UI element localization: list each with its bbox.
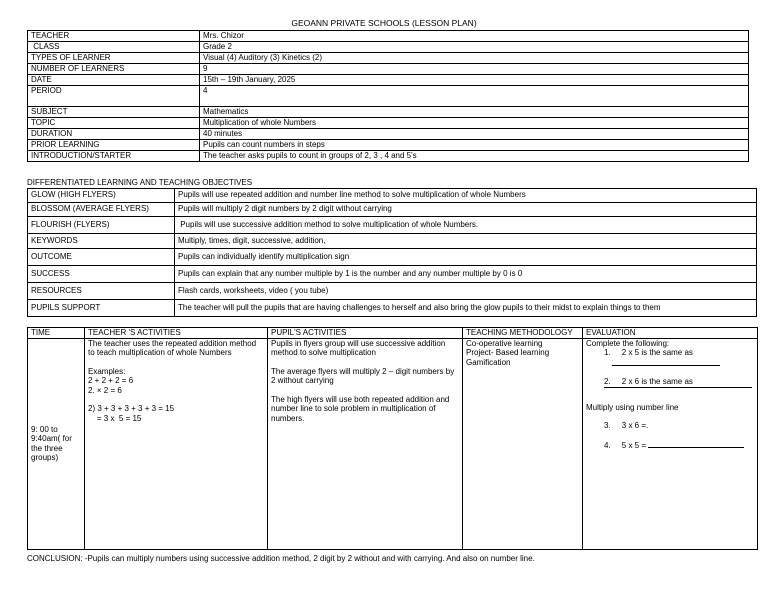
- methodology-cell: [463, 338, 583, 549]
- table-row: [28, 86, 749, 107]
- pupil-activities-cell: [268, 338, 463, 549]
- evaluation-subheading: Multiply using number line: [586, 402, 679, 412]
- info-value: 40 minutes: [200, 129, 749, 140]
- info-label: TEACHER: [28, 31, 200, 42]
- objective-label: FLOURISH (FLYERS): [28, 217, 175, 234]
- table-row: [28, 234, 757, 249]
- method-item: Gamification: [466, 357, 511, 367]
- objective-label: PUPILS SUPPORT: [28, 300, 175, 317]
- header-teaching-methodology: TEACHING METHODOLOGY: [463, 328, 583, 339]
- answer-line: [648, 440, 744, 448]
- info-label: NUMBER OF LEARNERS: [28, 64, 200, 75]
- teacher-activities-cell: [85, 338, 268, 549]
- pupil-activity-flyers: Pupils in flyers group will use successive addition method to solve multiplication: [271, 338, 446, 357]
- conclusion-text: CONCLUSION: -Pupils can multiply numbers using successive addition method, 2 digit by 2 without and with carrying. And also on number line.: [27, 554, 535, 563]
- table-row: [28, 217, 757, 234]
- pupil-activity-average: The average flyers will multiply 2 – digit numbers by 2 without carrying: [271, 366, 455, 385]
- activities-table: [27, 327, 758, 550]
- info-value: Pupils can count numbers in steps: [200, 140, 749, 151]
- evaluation-item-text: 2. 2 x 6 is the same as: [604, 377, 752, 388]
- lesson-info-table: [27, 30, 749, 162]
- info-value: Mrs. Chizor: [200, 31, 749, 42]
- objective-value: The teacher will pull the pupils that are having challenges to herself and also bring the glow pupils to their midst to explain things to them: [175, 300, 757, 317]
- time-text: 9: 00 to 9:40am( for the three groups): [31, 424, 72, 462]
- table-row: [28, 118, 749, 129]
- objective-label: OUTCOME: [28, 249, 175, 266]
- info-value: Visual (4) Auditory (3) Kinetics (2): [200, 53, 749, 64]
- info-value: Multiplication of whole Numbers: [200, 118, 749, 129]
- info-value: Mathematics: [200, 107, 749, 118]
- table-row: [28, 140, 749, 151]
- objective-label: GLOW (HIGH FLYERS): [28, 189, 175, 203]
- info-value: 9: [200, 64, 749, 75]
- pupil-activity-high: The high flyers will use both repeated addition and number line to sole problem in multiplication of numbers.: [271, 394, 450, 423]
- teacher-intro: The teacher uses the repeated addition method to teach multiplication of whole Numbers: [88, 338, 257, 357]
- examples-label: Examples:: [88, 366, 126, 376]
- objective-label: KEYWORDS: [28, 234, 175, 249]
- objective-label: SUCCESS: [28, 266, 175, 283]
- objective-value: Pupils will use repeated addition and number line method to solve multiplication of whole Numbers: [175, 189, 757, 203]
- header-teacher-activities: TEACHER 'S ACTIVITIES: [85, 328, 268, 339]
- info-label: SUBJECT: [28, 107, 200, 118]
- objective-value: Multiply, times, digit, successive, addition,: [175, 234, 757, 249]
- objective-value: Pupils can explain that any number multiple by 1 is the number and any number multiple by 0 is 0: [175, 266, 757, 283]
- objective-value: Pupils can individually identify multiplication sign: [175, 249, 757, 266]
- table-row: [28, 338, 758, 549]
- info-label: DURATION: [28, 129, 200, 140]
- table-row: [28, 64, 749, 75]
- table-row: [28, 189, 757, 203]
- answer-line: [586, 358, 754, 369]
- objective-label: RESOURCES: [28, 283, 175, 300]
- table-header-row: [28, 328, 758, 339]
- table-row: [28, 283, 757, 300]
- info-value: 15th – 19th January, 2025: [200, 75, 749, 86]
- evaluation-item: 1. 2 x 5 is the same as: [604, 348, 693, 357]
- evaluation-item: [586, 440, 754, 451]
- evaluation-item: [586, 377, 754, 388]
- method-item: Project- Based learning: [466, 348, 550, 357]
- objectives-table: [27, 188, 757, 317]
- evaluation-heading: Complete the following:: [586, 338, 670, 348]
- header-evaluation: EVALUATION: [583, 328, 758, 339]
- time-cell: [28, 338, 85, 549]
- info-label: INTRODUCTION/STARTER: [28, 151, 200, 162]
- info-label: TYPES OF LEARNER: [28, 53, 200, 64]
- example-line: = 3 x 5 = 15: [88, 413, 142, 423]
- table-row: [28, 300, 757, 317]
- info-value: The teacher asks pupils to count in groups of 2, 3 , 4 and 5's: [200, 151, 749, 162]
- objective-value: Pupils will use successive addition method to solve multiplication of whole Numbers.: [175, 217, 757, 234]
- evaluation-item-text: 4. 5 x 5 =: [604, 440, 649, 450]
- info-label: PERIOD: [28, 86, 200, 107]
- table-row: [28, 266, 757, 283]
- info-label: PRIOR LEARNING: [28, 140, 200, 151]
- example-line: 2) 3 + 3 + 3 + 3 + 3 = 15: [88, 404, 175, 413]
- info-label: CLASS: [28, 42, 200, 53]
- evaluation-item: 3. 3 x 6 =.: [604, 421, 649, 430]
- table-row: [28, 107, 749, 118]
- table-row: [28, 75, 749, 86]
- info-value: Grade 2: [200, 42, 749, 53]
- table-row: [28, 151, 749, 162]
- info-value: 4: [200, 86, 749, 107]
- info-label: TOPIC: [28, 118, 200, 129]
- example-line: 2. × 2 = 6: [88, 385, 122, 395]
- table-row: [28, 42, 749, 53]
- table-row: [28, 53, 749, 64]
- table-row: [28, 31, 749, 42]
- table-row: [28, 203, 757, 217]
- example-line: 2 + 2 + 2 = 6: [88, 376, 134, 385]
- method-item: Co-operative learning: [466, 338, 543, 348]
- table-row: [28, 129, 749, 140]
- header-time: TIME: [28, 328, 85, 339]
- document-title: GEOANN PRIVATE SCHOOLS (LESSON PLAN): [291, 18, 477, 28]
- objective-value: Flash cards, worksheets, video ( you tube): [175, 283, 757, 300]
- objective-label: BLOSSOM (AVERAGE FLYERS): [28, 203, 175, 217]
- evaluation-cell: [583, 338, 758, 549]
- table-row: [28, 249, 757, 266]
- info-label: DATE: [28, 75, 200, 86]
- header-pupil-activities: PUPIL'S ACTIVITIES: [268, 328, 463, 339]
- objective-value: Pupils will multiply 2 digit numbers by 2 digit without carrying: [175, 203, 757, 217]
- objectives-heading: DIFFERENTIATED LEARNING AND TEACHING OBJECTIVES: [27, 178, 253, 187]
